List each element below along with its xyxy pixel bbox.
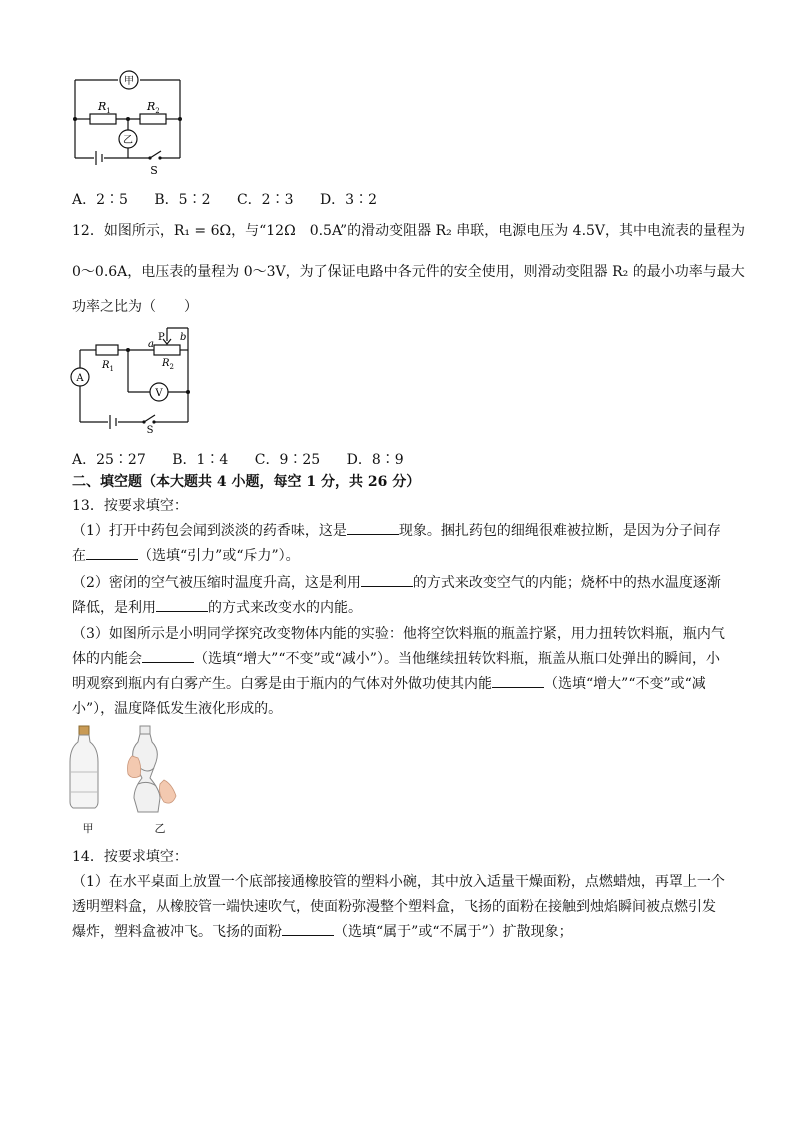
q12-option-d[interactable]: D．8∶9 bbox=[346, 452, 404, 468]
meter-yi-label: 乙 bbox=[123, 135, 133, 146]
answer-blank[interactable] bbox=[156, 599, 208, 612]
q13-p1-line2: 在 （选填“引力”或“斥力”）。 bbox=[72, 548, 300, 564]
bottle-figure bbox=[68, 722, 208, 838]
circuit-diagram-2 bbox=[70, 326, 196, 434]
q11-option-b[interactable]: B．5∶2 bbox=[154, 192, 211, 208]
q12-line-1: 12．如图所示，R₁ = 6Ω，与“12Ω 0.5A”的滑动变阻器 R₂ 串联，电源电压为 4.5V，其中电流表的量程为 bbox=[72, 223, 746, 239]
q14-title: 14．按要求填空： bbox=[72, 849, 188, 865]
q12-options bbox=[72, 451, 426, 469]
q11-option-d[interactable]: D．3∶2 bbox=[319, 192, 377, 208]
answer-blank[interactable] bbox=[361, 574, 413, 587]
r2-label: $R_2$ bbox=[147, 100, 160, 115]
q12-option-c[interactable]: C．9∶25 bbox=[254, 452, 321, 468]
answer-blank[interactable] bbox=[86, 547, 138, 560]
r2-label: $R_2$ bbox=[162, 358, 174, 371]
voltmeter-label: V bbox=[155, 388, 163, 399]
q13-p3-line3: 明观察到瓶内有白雾产生。白雾是由于瓶内的气体对外做功使其内能 （选填“增大”“不变”或“减 bbox=[72, 676, 706, 692]
meter-jia-label: 甲 bbox=[124, 76, 134, 87]
q12-option-a[interactable]: A．25∶27 bbox=[72, 452, 146, 468]
q12-line-2: 0～0.6A，电压表的量程为 0～3V，为了保证电路中各元件的安全使用，则滑动变阻器 R₂ 的最小功率与最大 bbox=[72, 264, 745, 280]
section-heading: 二、填空题（本大题共 4 小题，每空 1 分，共 26 分） bbox=[72, 474, 421, 490]
q11-option-c[interactable]: C．2∶3 bbox=[236, 192, 294, 208]
q13-p1-line1: （1）打开中药包会闻到淡淡的药香味，这是 现象。捆扎药包的细绳很难被拉断，是因为分子间存 bbox=[72, 523, 721, 539]
switch-label: S bbox=[150, 164, 158, 176]
bottle-a bbox=[70, 726, 98, 808]
q13-p2-line2: 降低，是利用 的方式来改变水的内能。 bbox=[72, 600, 362, 616]
switch-label: S bbox=[146, 425, 154, 434]
q12-option-b[interactable]: B．1∶4 bbox=[172, 452, 229, 468]
figure-label-yi: 乙 bbox=[154, 822, 166, 835]
end-b-label: b bbox=[180, 332, 187, 343]
circuit-diagram-1 bbox=[70, 66, 186, 176]
q14-p1-line2: 透明塑料盒，从橡胶管一端快速吹气，使面粉弥漫整个塑料盒，飞扬的面粉在接触到烛焰瞬间被点燃引发 bbox=[72, 899, 716, 915]
q11-options bbox=[72, 191, 399, 209]
q13-p2-line1: （2）密闭的空气被压缩时温度升高，这是利用 的方式来改变空气的内能；烧杯中的热水温度逐渐 bbox=[72, 575, 721, 591]
q11-option-a[interactable]: A．2∶5 bbox=[72, 192, 128, 208]
figure-label-jia: 甲 bbox=[82, 822, 94, 835]
answer-blank[interactable] bbox=[492, 675, 544, 688]
r1-label: $R_1$ bbox=[98, 100, 111, 115]
slider-p-label: P bbox=[158, 332, 165, 343]
r1-label: $R_1$ bbox=[102, 360, 114, 373]
q13-p3-line2: 体的内能会 （选填“增大”“不变”或“减小”）。当他继续扭转饮料瓶，瓶盖从瓶口处弹出的瞬间，小 bbox=[72, 651, 720, 667]
end-a-label: a bbox=[148, 339, 154, 350]
q14-p1-line3: 爆炸，塑料盒被冲飞。飞扬的面粉 （选填“属于”或“不属于”）扩散现象； bbox=[72, 924, 573, 940]
q13-title: 13．按要求填空： bbox=[72, 498, 188, 514]
q13-p3-line1: （3）如图所示是小明同学探究改变物体内能的实验：他将空饮料瓶的瓶盖拧紧，用力扭转饮料瓶，瓶内气 bbox=[72, 626, 725, 642]
q14-p1-line1: （1）在水平桌面上放置一个底部接通橡胶管的塑料小碗，其中放入适量干燥面粉，点燃蜡烛，再罩上一个 bbox=[72, 874, 725, 890]
q12-line-3: 功率之比为（ ） bbox=[72, 299, 198, 315]
q13-p3-line4: 小”），温度降低发生液化形成的。 bbox=[72, 701, 283, 717]
ammeter-label: A bbox=[76, 373, 84, 384]
answer-blank[interactable] bbox=[282, 923, 334, 936]
answer-blank[interactable] bbox=[142, 650, 194, 663]
answer-blank[interactable] bbox=[347, 522, 399, 535]
